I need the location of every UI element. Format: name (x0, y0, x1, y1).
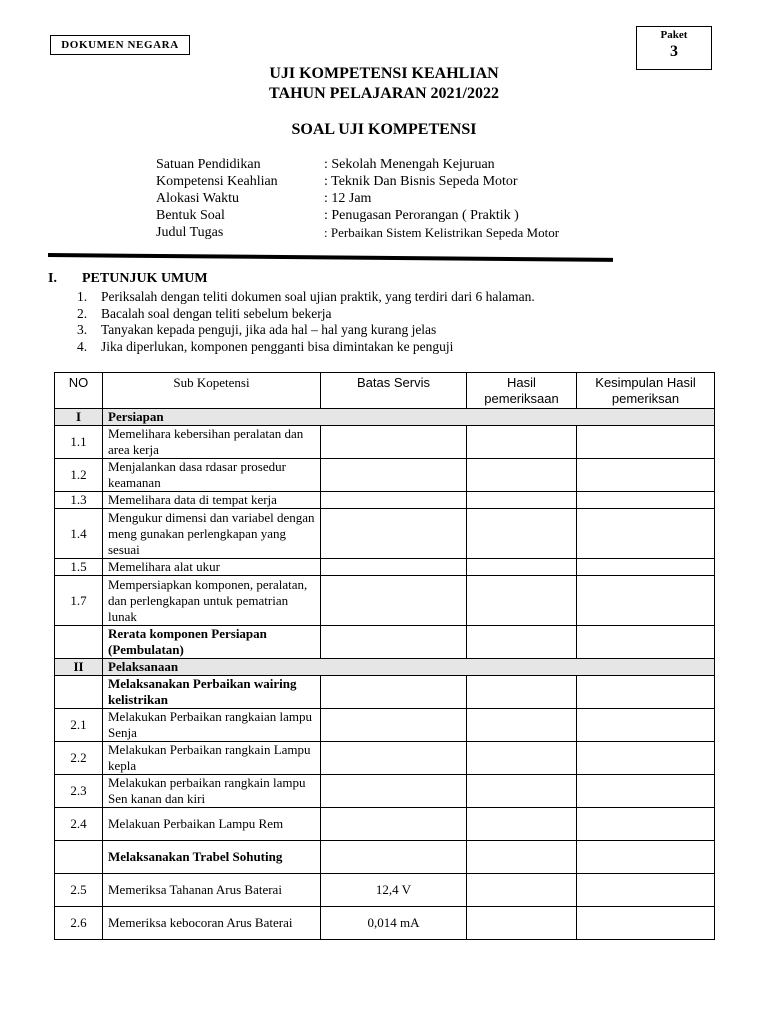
section-number: I. (48, 271, 57, 286)
info-row (156, 224, 559, 241)
row-batas-servis (321, 426, 467, 459)
row-batas-servis: 12,4 V (321, 874, 467, 907)
info-row (156, 156, 559, 173)
table-row (55, 676, 715, 709)
paket-number: 3 (670, 43, 678, 60)
row-no: 2.2 (55, 742, 103, 775)
instruction-number: 1. (77, 289, 88, 304)
row-batas-servis (321, 459, 467, 492)
row-batas-servis (321, 576, 467, 626)
table-section-row (55, 659, 715, 676)
row-kesimpulan[interactable] (577, 576, 715, 626)
row-hasil-pemeriksaan[interactable] (467, 626, 577, 659)
row-sub-kompetensi: Melakukan Perbaikan rangkain Lampu kepla (103, 742, 321, 775)
row-hasil-pemeriksaan[interactable] (467, 874, 577, 907)
instruction-item (77, 289, 535, 306)
row-kesimpulan[interactable] (577, 509, 715, 559)
row-hasil-pemeriksaan[interactable] (467, 808, 577, 841)
row-sub-kompetensi: Melakukan perbaikan rangkain lampu Sen kanan dan kiri (103, 775, 321, 808)
row-no: 1.2 (55, 459, 103, 492)
row-kesimpulan[interactable] (577, 459, 715, 492)
info-key: Bentuk Soal (156, 208, 225, 223)
section-title: PETUNJUK UMUM (82, 271, 208, 286)
row-hasil-pemeriksaan[interactable] (467, 509, 577, 559)
row-sub-kompetensi: Pelaksanaan (103, 659, 715, 676)
table-header-row (55, 373, 715, 409)
row-no: 2.5 (55, 874, 103, 907)
table-row (55, 841, 715, 874)
exam-info (156, 156, 559, 241)
table-row (55, 626, 715, 659)
row-batas-servis (321, 676, 467, 709)
table-row (55, 459, 715, 492)
table-row (55, 492, 715, 509)
header-batas-servis: Batas Servis (321, 373, 467, 409)
instruction-item (77, 339, 535, 356)
instruction-list (77, 289, 535, 355)
divider (48, 253, 613, 262)
row-hasil-pemeriksaan[interactable] (467, 576, 577, 626)
row-sub-kompetensi: Mempersiapkan komponen, peralatan, dan perlengkapan untuk pematrian lunak (103, 576, 321, 626)
row-batas-servis (321, 492, 467, 509)
row-batas-servis (321, 742, 467, 775)
row-kesimpulan[interactable] (577, 559, 715, 576)
row-hasil-pemeriksaan[interactable] (467, 459, 577, 492)
row-hasil-pemeriksaan[interactable] (467, 742, 577, 775)
row-batas-servis (321, 841, 467, 874)
header-sub-kompetensi: Sub Kopetensi (103, 373, 321, 409)
row-batas-servis (321, 626, 467, 659)
row-no: 2.6 (55, 907, 103, 940)
instruction-text: Tanyakan kepada penguji, jika ada hal – hal yang kurang jelas (101, 322, 437, 337)
assessment-table (54, 372, 715, 940)
row-sub-kompetensi: Mengukur dimensi dan variabel dengan meng gunakan perlengkapan yang sesuai (103, 509, 321, 559)
row-kesimpulan[interactable] (577, 775, 715, 808)
row-no (55, 841, 103, 874)
instruction-item (77, 306, 535, 323)
exam-year: TAHUN PELAJARAN 2021/2022 (269, 85, 499, 102)
table-row (55, 709, 715, 742)
row-sub-kompetensi: Melaksanakan Trabel Sohuting (103, 841, 321, 874)
row-kesimpulan[interactable] (577, 676, 715, 709)
instruction-item (77, 322, 535, 339)
info-value: : 12 Jam (324, 191, 372, 206)
table-row (55, 426, 715, 459)
row-no (55, 626, 103, 659)
row-batas-servis (321, 509, 467, 559)
table-row (55, 775, 715, 808)
row-no: 1.4 (55, 509, 103, 559)
row-sub-kompetensi: Melakukan Perbaikan rangkaian lampu Senja (103, 709, 321, 742)
row-no: 1.1 (55, 426, 103, 459)
row-no: 1.7 (55, 576, 103, 626)
info-value: : Teknik Dan Bisnis Sepeda Motor (324, 174, 518, 189)
row-kesimpulan[interactable] (577, 492, 715, 509)
row-hasil-pemeriksaan[interactable] (467, 907, 577, 940)
instruction-number: 4. (77, 338, 88, 354)
row-sub-kompetensi: Melakuan Perbaikan Lampu Rem (103, 808, 321, 841)
section-heading (48, 271, 208, 287)
row-kesimpulan[interactable] (577, 874, 715, 907)
row-hasil-pemeriksaan[interactable] (467, 775, 577, 808)
info-value: : Perbaikan Sistem Kelistrikan Sepeda Motor (324, 225, 560, 240)
row-sub-kompetensi: Memeriksa Tahanan Arus Baterai (103, 874, 321, 907)
row-no: 1.3 (55, 492, 103, 509)
exam-subtitle: SOAL UJI KOMPETENSI (291, 121, 477, 138)
instruction-text: Periksalah dengan teliti dokumen soal ujian praktik, yang terdiri dari 6 halaman. (101, 289, 535, 304)
info-value: : Penugasan Perorangan ( Praktik ) (324, 208, 519, 223)
row-kesimpulan[interactable] (577, 808, 715, 841)
header-no: NO (55, 373, 103, 409)
header-hasil-pemeriksaan: Hasil pemeriksaan (467, 373, 577, 409)
row-kesimpulan[interactable] (577, 426, 715, 459)
row-no: I (55, 409, 103, 426)
row-hasil-pemeriksaan[interactable] (467, 841, 577, 874)
row-batas-servis (321, 775, 467, 808)
row-sub-kompetensi: Persiapan (103, 409, 715, 426)
exam-title: UJI KOMPETENSI KEAHLIAN (269, 65, 499, 82)
row-hasil-pemeriksaan[interactable] (467, 492, 577, 509)
row-sub-kompetensi: Memelihara kebersihan peralatan dan area kerja (103, 426, 321, 459)
row-kesimpulan[interactable] (577, 841, 715, 874)
row-sub-kompetensi: Memeriksa kebocoran Arus Baterai (103, 907, 321, 940)
table-row (55, 509, 715, 559)
info-key: Kompetensi Keahlian (156, 174, 278, 189)
row-kesimpulan[interactable] (577, 626, 715, 659)
row-hasil-pemeriksaan[interactable] (467, 559, 577, 576)
header-kesimpulan: Kesimpulan Hasil pemeriksan (577, 373, 715, 409)
row-batas-servis: 0,014 mA (321, 907, 467, 940)
row-sub-kompetensi: Melaksanakan Perbaikan wairing kelistrikan (103, 676, 321, 709)
row-sub-kompetensi: Memelihara alat ukur (103, 559, 321, 576)
row-no: II (55, 659, 103, 676)
instruction-text: Jika diperlukan, komponen pengganti bisa dimintakan ke penguji (101, 338, 454, 354)
paket-label: Paket (660, 29, 688, 41)
row-kesimpulan[interactable] (577, 907, 715, 940)
info-row (156, 190, 559, 207)
row-batas-servis (321, 808, 467, 841)
info-row (156, 173, 559, 190)
instruction-text: Bacalah soal dengan teliti sebelum bekerja (101, 305, 332, 321)
row-no: 2.1 (55, 709, 103, 742)
info-value: : Sekolah Menengah Kejuruan (324, 157, 495, 172)
info-key: Satuan Pendidikan (156, 157, 261, 172)
instruction-number: 2. (77, 305, 88, 321)
row-hasil-pemeriksaan[interactable] (467, 426, 577, 459)
paket-box (636, 26, 712, 70)
table-row (55, 808, 715, 841)
info-row (156, 207, 559, 224)
info-key: Judul Tugas (156, 225, 224, 240)
row-no: 1.5 (55, 559, 103, 576)
row-kesimpulan[interactable] (577, 709, 715, 742)
table-row (55, 907, 715, 940)
table-row (55, 576, 715, 626)
table-row (55, 742, 715, 775)
row-batas-servis (321, 709, 467, 742)
row-sub-kompetensi: Memelihara data di tempat kerja (103, 492, 321, 509)
table-row (55, 874, 715, 907)
row-sub-kompetensi: Rerata komponen Persiapan (Pembulatan) (103, 626, 321, 659)
row-no: 2.3 (55, 775, 103, 808)
row-no (55, 676, 103, 709)
row-batas-servis (321, 559, 467, 576)
row-sub-kompetensi: Menjalankan dasa rdasar prosedur keamanan (103, 459, 321, 492)
info-key: Alokasi Waktu (156, 191, 239, 206)
row-hasil-pemeriksaan[interactable] (467, 676, 577, 709)
table-row (55, 559, 715, 576)
row-kesimpulan[interactable] (577, 742, 715, 775)
row-no: 2.4 (55, 808, 103, 841)
instruction-number: 3. (77, 322, 88, 337)
table-section-row (55, 409, 715, 426)
document-classification-label: DOKUMEN NEGARA (50, 35, 190, 55)
row-hasil-pemeriksaan[interactable] (467, 709, 577, 742)
